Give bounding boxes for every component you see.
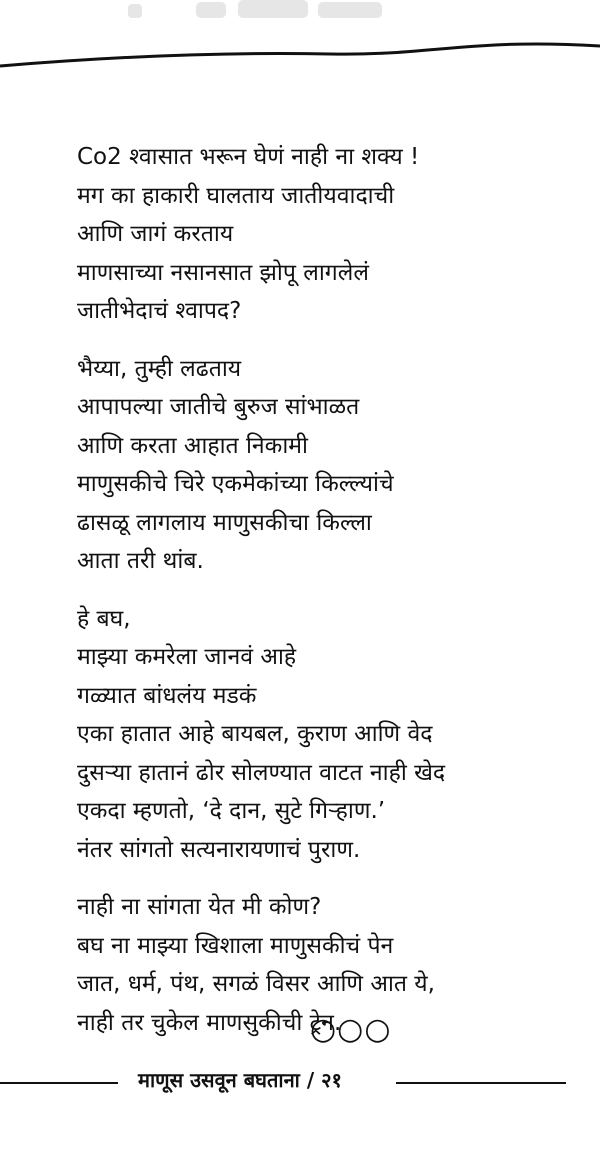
poem-line: जातीभेदाचं श्वापद? [77,298,242,324]
poem-line: नंतर सांगतो सत्यनारायणाचं पुराण. [77,836,361,863]
poem-line: ढासळू लागलाय माणुसकीचा किल्ला [77,509,372,536]
poem-line: मग का हाकारी घालताय जातीयवादाची [77,182,395,209]
page-footer [138,1066,342,1093]
end-ornament: ○○○ [310,1012,392,1047]
poem-line: माझ्या कमरेला जानवं आहे [77,644,297,670]
footer-rule-left [0,1082,118,1084]
stanza [77,600,577,870]
stanza [77,350,577,581]
stanza [77,138,577,331]
poem-line: माणुसकीचे चिरे एकमेकांच्या किल्ल्यांचे [77,471,394,497]
poem-line: आणि करता आहात निकामी [77,432,309,459]
poem-line: आता तरी थांब. [77,548,204,574]
poem-line: आपापल्या जातीचे बुरुज सांभाळत [77,394,360,420]
poem-line: गळ्यात बांधलंय मडकं [77,682,257,709]
poem-body [77,138,577,1042]
poem-line: आणि जागं करताय [77,221,234,247]
poem-line: दुसऱ्या हातानं ढोर सोलण्यात वाटत नाही खेद [77,759,446,786]
poem-line: माणसाच्या नसानसात झोपू लागलेलं [77,259,369,286]
footer-rule-right [396,1082,566,1084]
book-title: माणूस उसवून बघताना [138,1068,300,1092]
poem-line: बघ ना माझ्या खिशाला माणुसकीचं पेन [77,932,394,959]
poem-line: एका हातात आहे बायबल, कुराण आणि वेद [77,721,433,747]
poem-line: एकदा म्हणतो, ‘दे दान, सुटे गिऱ्हाण.’ [77,798,386,824]
poem-line: Co2 श्वासात भरून घेणं नाही ना शक्य ! [77,144,420,170]
poem-line: हे बघ, [77,605,131,632]
poem-line: नाही तर चुकेल माणसुकीची ट्रेन. [77,1009,342,1036]
footer-separator: / [306,1068,315,1092]
header-wave-rule [0,30,600,90]
poem-line: भैय्या, तुम्ही लढताय [77,355,242,382]
poem-line: नाही ना सांगता येत मी कोण? [77,894,322,920]
poem-line: जात, धर्म, पंथ, सगळं विसर आणि आत ये, [77,971,435,997]
page-number: २१ [321,1068,342,1092]
